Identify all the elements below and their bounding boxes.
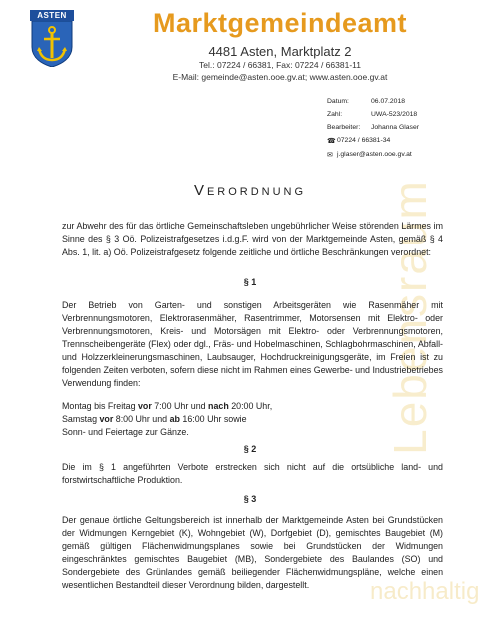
section-1-heading: § 1 (243, 277, 257, 287)
times-line-weekdays: Montag bis Freitag vor 7:00 Uhr und nach 20:00 Uhr, (62, 401, 273, 411)
org-title: Marktgemeindeamt (152, 8, 408, 38)
watermark-vertical: Lebensraum (384, 179, 437, 455)
section-3-text: Der genaue örtliche Geltungsbereich ist innerhalb der Marktgemeinde Asten bei Grundstücken der Widmungen Kerngebiet (K), Wohngebiet (W), Dorfgebiet (D), gemischtes Baugebiet (M) gemäß gültigen Flächenwidmungsplanes sowie bei Grundstücken der Widmungen eingeschränktes gemischtes Baugebiet (MB), Sondergebiete des Baulandes (SO) und Sondergebiete des Grünlandes gemäß beiliegender Flächenwidmungspläne, welche einen wesentlichen Bestandteil dieser Verordnung bilden, dargestellt. (62, 515, 443, 590)
datum-value: 06.07.2018 (371, 98, 406, 105)
document-title: Verordnung (193, 182, 307, 199)
section-3-heading: § 3 (243, 494, 257, 504)
zahl-label: Zahl: (327, 111, 343, 118)
times-line-sunday: Sonn- und Feiertage zur Gänze. (62, 427, 189, 437)
times-block (62, 400, 443, 439)
section-1-text: Der Betrieb von Garten- und sonstigen Arbeitsgeräten wie Rasenmäher mit Verbrennungsmotoren, Elektrorasenmäher, Rasentrimmer, Motorsensen mit Elektro- oder Verbrennungsmotoren, Kreis- und Motorsägen mit Elektro- oder Verbrennungsmotoren, Trennscheibengeräte (Flex) oder dgl., Fräs- und Hobelmaschinen, Schlagbohrmaschinen, Abfall- und Holzzerkleinerungsmaschinen, Laubsauger, Hochdruckreinigungsgeräte, im Freien ist zu folgenden Zeiten verboten, sofern diese nicht im Rahmen eines Gewerbe- und Industriebetriebes Verwendung finden: (62, 300, 443, 388)
zahl-value: UWA-523/2018 (371, 111, 418, 118)
org-email-web: E-Mail: gemeinde@asten.ooe.gv.at; www.asten.ooe.gv.at (172, 72, 388, 82)
section-2-text: Die im § 1 angeführten Verbote erstrecken sich nicht auf die ortsübliche land- und forstwirtschaftliche Produktion. (62, 462, 443, 485)
phone-icon: ☎ (327, 138, 336, 145)
mail-value: j.glaser@asten.ooe.gv.at (337, 151, 412, 158)
section-2-heading: § 2 (243, 444, 257, 454)
datum-label: Datum: (327, 98, 349, 105)
bearbeiter-label: Bearbeiter: (327, 124, 361, 131)
logo-banner: ASTEN (30, 10, 74, 21)
org-address: 4481 Asten, Marktplatz 2 (208, 44, 352, 59)
phone-value: 07224 / 66381-34 (337, 137, 391, 144)
times-line-saturday: Samstag vor 8:00 Uhr und ab 16:00 Uhr sowie (62, 414, 247, 424)
org-tel-fax: Tel.: 07224 / 66381, Fax: 07224 / 66381-11 (199, 60, 361, 70)
watermark-bottom: nachhaltig (370, 578, 480, 605)
mail-icon: ✉ (327, 152, 333, 159)
intro-paragraph: zur Abwehr des für das örtliche Gemeinschaftsleben ungebührlicher Weise störenden Lärmes im Sinne des § 3 Oö. Polizeistrafgesetzes i.d.g.F. wird von der Marktgemeinde Asten, gemäß § 4 Abs. 1, lit. a) Oö. Polizeistrafgesetz folgende zeitliche und örtliche Beschränkungen verordnet: (62, 221, 443, 257)
bearbeiter-value: Johanna Glaser (371, 124, 419, 131)
